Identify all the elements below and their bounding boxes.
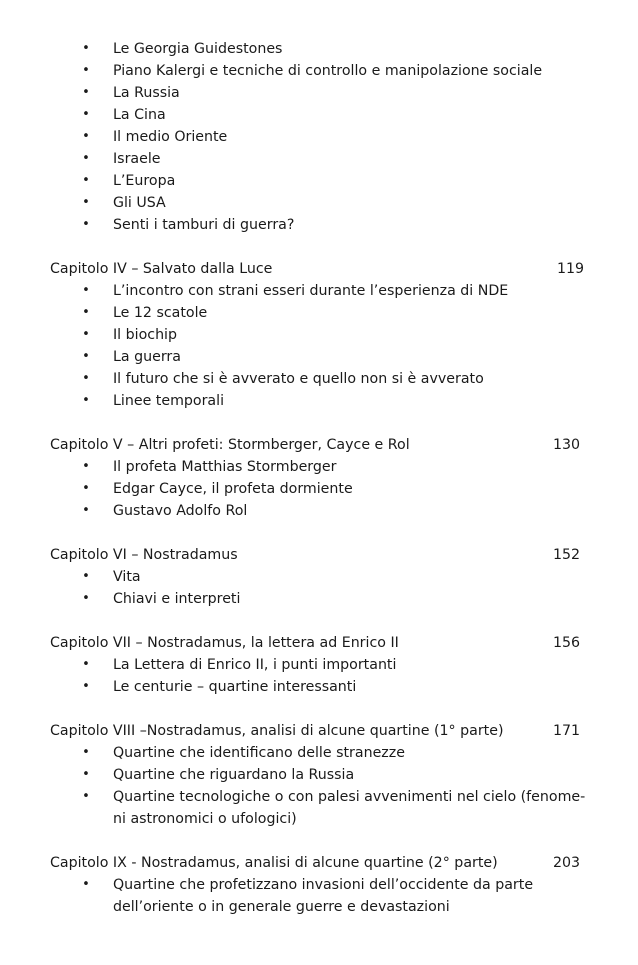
list-item-continuation — [0, 808, 638, 830]
list-item — [0, 38, 638, 60]
list-item — [0, 280, 638, 302]
bullet-icon: • — [82, 327, 90, 342]
list-item — [0, 346, 638, 368]
chapter-heading — [0, 852, 638, 874]
bullet-icon: • — [82, 459, 90, 474]
bullet-icon: • — [82, 305, 90, 320]
chapter-page-number: 156 — [553, 635, 581, 651]
list-item — [0, 456, 638, 478]
list-item-text: Linee temporali — [113, 393, 225, 409]
list-item — [0, 654, 638, 676]
list-item-text: Vita — [113, 569, 141, 585]
list-item — [0, 214, 638, 236]
chapter-heading — [0, 632, 638, 654]
list-item — [0, 126, 638, 148]
list-item — [0, 324, 638, 346]
list-item-text: La Lettera di Enrico II, i punti importanti — [113, 657, 397, 673]
chapter-title: Capitolo VII – Nostradamus, la lettera ad Enrico II — [50, 635, 399, 651]
list-item-text: La Russia — [113, 85, 180, 101]
bullet-icon: • — [82, 393, 90, 408]
bullet-icon: • — [82, 41, 90, 56]
list-item — [0, 368, 638, 390]
chapter-heading — [0, 544, 638, 566]
bullet-icon: • — [82, 349, 90, 364]
chapter-page-number: 171 — [553, 723, 581, 739]
list-item-text: Le Georgia Guidestones — [113, 41, 283, 57]
chapter-title: Capitolo VI – Nostradamus — [50, 547, 238, 563]
chapter-title: Capitolo V – Altri profeti: Stormberger, Cayce e Rol — [50, 437, 410, 453]
bullet-icon: • — [82, 63, 90, 78]
list-item-text: Quartine che riguardano la Russia — [113, 767, 355, 783]
bullet-icon: • — [82, 789, 90, 804]
list-item — [0, 82, 638, 104]
chapter-page-number: 152 — [553, 547, 581, 563]
bullet-icon: • — [82, 129, 90, 144]
list-item — [0, 302, 638, 324]
chapter-title: Capitolo IX - Nostradamus, analisi di alcune quartine (2° parte) — [50, 855, 498, 871]
bullet-icon: • — [82, 877, 90, 892]
list-item-text: Gustavo Adolfo Rol — [113, 503, 248, 519]
chapter-title: Capitolo VIII –Nostradamus, analisi di alcune quartine (1° parte) — [50, 723, 504, 739]
list-item-text: Le 12 scatole — [113, 305, 208, 321]
chapter-heading — [0, 258, 638, 280]
list-item-text: ni astronomici o ufologici) — [113, 811, 297, 827]
list-item-text: Il futuro che si è avverato e quello non si è avverato — [113, 371, 484, 387]
list-item-text: La Cina — [113, 107, 166, 123]
list-item — [0, 104, 638, 126]
bullet-icon: • — [82, 85, 90, 100]
bullet-icon: • — [82, 371, 90, 386]
list-item — [0, 742, 638, 764]
list-item — [0, 500, 638, 522]
list-item-text: Le centurie – quartine interessanti — [113, 679, 357, 695]
chapter-page-number: 130 — [553, 437, 581, 453]
list-item — [0, 566, 638, 588]
list-item — [0, 170, 638, 192]
list-item-text: Edgar Cayce, il profeta dormiente — [113, 481, 353, 497]
list-item-text: Quartine che profetizzano invasioni dell’occidente da parte — [113, 877, 534, 893]
list-item-text: L’Europa — [113, 173, 176, 189]
list-item-text: La guerra — [113, 349, 181, 365]
list-item-text: Senti i tamburi di guerra? — [113, 217, 295, 233]
bullet-icon: • — [82, 107, 90, 122]
list-item-text: Gli USA — [113, 195, 166, 211]
list-item — [0, 148, 638, 170]
chapter-page-number: 119 — [557, 261, 585, 277]
list-item — [0, 764, 638, 786]
bullet-icon: • — [82, 173, 90, 188]
chapter-title: Capitolo IV – Salvato dalla Luce — [50, 261, 273, 277]
bullet-icon: • — [82, 195, 90, 210]
list-item-text: Quartine che identificano delle stranezze — [113, 745, 405, 761]
list-item-text: Chiavi e interpreti — [113, 591, 241, 607]
list-item-continuation — [0, 896, 638, 918]
bullet-icon: • — [82, 679, 90, 694]
bullet-icon: • — [82, 767, 90, 782]
bullet-icon: • — [82, 657, 90, 672]
chapter-page-number: 203 — [553, 855, 581, 871]
list-item-text: L’incontro con strani esseri durante l’esperienza di NDE — [113, 283, 509, 299]
list-item — [0, 676, 638, 698]
bullet-icon: • — [82, 283, 90, 298]
list-item-text: Piano Kalergi e tecniche di controllo e manipolazione sociale — [113, 63, 543, 79]
list-item — [0, 588, 638, 610]
list-item-text: Il biochip — [113, 327, 178, 343]
chapter-heading — [0, 434, 638, 456]
list-item — [0, 60, 638, 82]
bullet-icon: • — [82, 569, 90, 584]
bullet-icon: • — [82, 151, 90, 166]
list-item — [0, 786, 638, 808]
list-item — [0, 874, 638, 896]
list-item-text: Il medio Oriente — [113, 129, 228, 145]
list-item — [0, 192, 638, 214]
bullet-icon: • — [82, 745, 90, 760]
list-item-text: dell’oriente o in generale guerre e devastazioni — [113, 899, 450, 915]
bullet-icon: • — [82, 591, 90, 606]
list-item-text: Il profeta Matthias Stormberger — [113, 459, 337, 475]
list-item-text: Israele — [113, 151, 161, 167]
bullet-icon: • — [82, 217, 90, 232]
bullet-icon: • — [82, 503, 90, 518]
list-item-text: Quartine tecnologiche o con palesi avvenimenti nel cielo (fenome- — [113, 789, 586, 805]
list-item — [0, 478, 638, 500]
bullet-icon: • — [82, 481, 90, 496]
chapter-heading — [0, 720, 638, 742]
list-item — [0, 390, 638, 412]
